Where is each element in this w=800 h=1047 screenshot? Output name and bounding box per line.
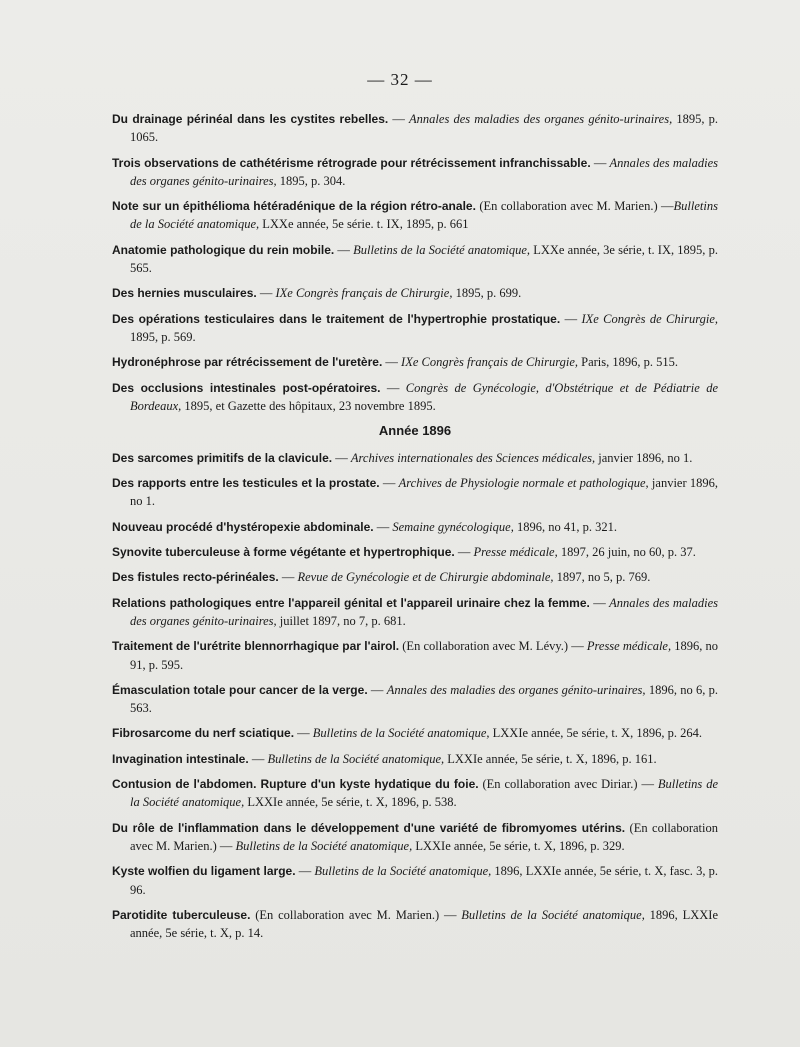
entry-title: Note sur un épithélioma hétéradénique de la région rétro-anale. — [112, 199, 476, 214]
entry-venue: Annales des maladies des organes génito-urinaires, — [130, 155, 719, 188]
entry-venue: Archives internationales des Sciences médicales, — [350, 450, 596, 465]
entry-venue: Bulletins de la Société anatomique, — [461, 908, 645, 923]
entry-venue: IXe Congrès français de Chirurgie, — [401, 355, 578, 370]
bibliography-entry — [112, 681, 718, 717]
entry-note: — — [379, 475, 399, 490]
entry-venue: Bulletins de la Société anatomique, — [353, 242, 531, 257]
bibliography-entry — [112, 310, 718, 346]
entry-title: Contusion de l'abdomen. Rupture d'un kyste hydatique du foie. — [112, 777, 479, 792]
entry-title: Des occlusions intestinales post-opératoires. — [112, 380, 381, 395]
entry-details: janvier 1896, no 1. — [595, 450, 693, 465]
entry-venue: Bulletins de la Société anatomique, — [314, 864, 492, 879]
entry-title: Invagination intestinale. — [112, 751, 249, 766]
entry-details: 1895, p. 304. — [276, 173, 346, 188]
entry-note: (En collaboration avec M. Lévy.) — — [399, 639, 587, 654]
entry-title: Émasculation totale pour cancer de la verge. — [112, 682, 368, 697]
bibliography-entry — [112, 353, 718, 371]
entry-details: juillet 1897, no 7, p. 681. — [276, 613, 406, 628]
entry-title: Anatomie pathologique du rein mobile. — [112, 242, 335, 257]
bibliography-entry — [112, 379, 718, 415]
entry-note: (En collaboration avec M. Marien.) — — [475, 199, 674, 214]
bibliography-entry — [112, 750, 718, 768]
entries-1896 — [112, 449, 718, 943]
year-heading: Année 1896 — [378, 423, 452, 439]
entry-venue: Congrès de Gynécologie, d'Obstétrique et de Pédiatrie de Bordeaux, — [130, 380, 718, 413]
entry-venue: Bulletins de la Société anatomique, — [312, 726, 490, 741]
entry-venue: Presse médicale, — [473, 544, 558, 559]
bibliography-entry — [112, 110, 718, 146]
entries-1895 — [112, 110, 718, 415]
page-number: — 32 — — [367, 70, 433, 89]
bibliography-entry — [112, 568, 718, 586]
entry-title: Trois observations de cathétérisme rétrograde pour rétrécissement infranchissable. — [112, 155, 591, 170]
bibliography-entry — [112, 197, 718, 233]
bibliography-entry — [112, 819, 718, 855]
bibliography-entry — [112, 775, 718, 811]
entry-venue: Annales des maladies des organes génito-urinaires, — [409, 112, 673, 126]
entry-details: LXXIe année, 5e série, t. X, 1896, p. 161. — [444, 751, 657, 766]
entry-title: Synovite tuberculeuse à forme végétante et hypertrophique. — [112, 544, 455, 559]
entry-note: — — [295, 864, 315, 879]
entry-title: Parotidite tuberculeuse. — [112, 908, 251, 923]
entry-note: — — [380, 380, 406, 395]
entry-note: — — [589, 595, 610, 610]
entry-title: Traitement de l'urétrite blennorrhagique par l'airol. — [112, 639, 400, 654]
entry-details: 1896, LXXIe année, 5e série, t. X, fasc. 3, p. 96. — [130, 864, 719, 897]
entry-title: Des opérations testiculaires dans le traitement de l'hypertrophie prostatique. — [112, 311, 561, 326]
entry-title: Des hernies musculaires. — [112, 286, 257, 301]
entry-details: 1895, p. 1065. — [130, 112, 719, 145]
entry-title: Fibrosarcome du nerf sciatique. — [112, 726, 295, 741]
entry-venue: Bulletins de la Société anatomique, — [267, 751, 445, 766]
entry-title: Du drainage périnéal dans les cystites rebelles. — [112, 112, 389, 126]
entry-venue: IXe Congrès français de Chirurgie, — [275, 286, 453, 301]
entry-details: 1895, p. 699. — [452, 286, 522, 301]
bibliography-list — [112, 110, 718, 950]
bibliography-entry — [112, 241, 718, 277]
entry-note: (En collaboration avec M. Marien.) — — [130, 820, 718, 854]
entry-details: 1895, p. 569. — [130, 329, 196, 344]
entry-note: — — [367, 682, 387, 697]
entry-venue: Bulletins de la Société anatomique, — [130, 777, 718, 810]
entry-note: (En collaboration avec Diriar.) — — [478, 777, 658, 792]
entry-venue: IXe Congrès de Chirurgie, — [581, 311, 719, 326]
entry-note: — — [334, 242, 354, 257]
bibliography-entry — [112, 518, 718, 536]
entry-details: 1896, no 91, p. 595. — [130, 639, 718, 672]
entry-note: — — [590, 155, 610, 170]
entry-note: — — [248, 751, 268, 766]
entry-venue: Bulletins de la Société anatomique, — [235, 839, 413, 854]
entry-note: — — [294, 726, 313, 741]
bibliography-entry — [112, 862, 718, 898]
entry-venue: Presse médicale, — [586, 639, 672, 654]
entry-details: janvier 1896, no 1. — [130, 475, 719, 509]
entry-details: LXXIe année, 5e série, t. X, 1896, p. 329. — [412, 839, 625, 854]
bibliography-entry — [112, 284, 718, 302]
entry-details: 1896, LXXIe année, 5e série, t. X, p. 14. — [130, 908, 719, 941]
entry-title: Des rapports entre les testicules et la prostate. — [112, 475, 380, 490]
entry-details: 1896, no 6, p. 563. — [130, 682, 719, 716]
entry-note: — — [382, 355, 402, 370]
entry-venue: Bulletins de la Société anatomique, — [130, 199, 718, 232]
entry-note: — — [256, 286, 276, 301]
entry-venue: Annales des maladies des organes génito-urinaires, — [130, 595, 719, 628]
entry-title: Hydronéphrose par rétrécissement de l'uretère. — [112, 355, 383, 370]
entry-details: 1896, no 41, p. 321. — [513, 519, 617, 534]
entry-title: Kyste wolfien du ligament large. — [112, 864, 296, 879]
entry-venue: Archives de Physiologie normale et pathologique, — [398, 475, 649, 490]
bibliography-entry — [112, 154, 718, 190]
entry-venue: Semaine gynécologique, — [392, 519, 514, 534]
entry-title: Des sarcomes primitifs de la clavicule. — [112, 450, 333, 465]
entry-title: Du rôle de l'inflammation dans le développement d'une variété de fibromyomes utérins. — [112, 820, 626, 835]
entry-details: LXXe année, 3e série, t. IX, 1895, p. 565. — [130, 242, 718, 275]
entry-note: — — [388, 112, 410, 126]
entry-details: LXXe année, 5e série. t. IX, 1895, p. 661 — [259, 217, 469, 232]
bibliography-entry — [112, 724, 718, 742]
bibliography-entry — [112, 906, 718, 942]
bibliography-entry — [112, 543, 718, 561]
entry-details: 1897, 26 juin, no 60, p. 37. — [557, 544, 696, 559]
entry-note: — — [332, 450, 351, 465]
entry-venue: Annales des maladies des organes génito-urinaires, — [386, 682, 646, 697]
entry-note: — — [278, 570, 298, 585]
bibliography-entry — [112, 594, 718, 630]
entry-details: LXXIe année, 5e série, t. X, 1896, p. 264. — [489, 726, 702, 741]
bibliography-entry — [112, 637, 718, 673]
entry-venue: Revue de Gynécologie et de Chirurgie abdominale, — [297, 570, 554, 585]
entry-title: Des fistules recto-périnéales. — [112, 570, 279, 585]
entry-note: — — [373, 519, 393, 534]
entry-note: — — [454, 544, 474, 559]
bibliography-entry — [112, 449, 718, 467]
entry-title: Nouveau procédé d'hystéropexie abdominale. — [112, 519, 374, 534]
bibliography-entry — [112, 474, 718, 510]
entry-details: Paris, 1896, p. 515. — [578, 355, 678, 370]
entry-details: 1895, et Gazette des hôpitaux, 23 novembre 1895. — [181, 398, 436, 413]
entry-details: LXXIe année, 5e série, t. X, 1896, p. 538. — [244, 795, 457, 810]
entry-note: — — [560, 311, 582, 326]
entry-note: (En collaboration avec M. Marien.) — — [250, 908, 462, 923]
entry-title: Relations pathologiques entre l'appareil génital et l'appareil urinaire chez la femme. — [112, 595, 590, 610]
entry-details: 1897, no 5, p. 769. — [553, 570, 651, 585]
